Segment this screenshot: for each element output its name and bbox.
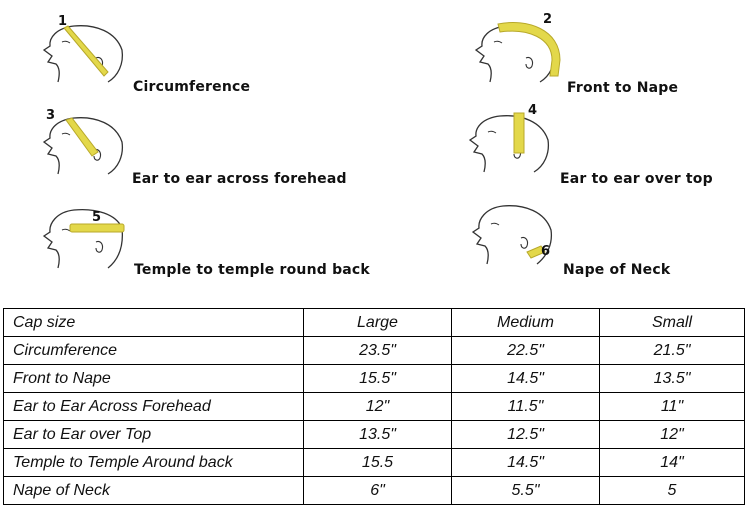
caption-nape-of-neck: Nape of Neck: [563, 262, 671, 278]
table-row: [4, 421, 745, 449]
row-label: Nape of Neck: [4, 477, 304, 505]
cell-small: 12": [600, 421, 745, 449]
header-medium: Medium: [452, 309, 600, 337]
cell-large: 6": [304, 477, 452, 505]
cell-small: 21.5": [600, 337, 745, 365]
cell-large: 15.5: [304, 449, 452, 477]
cell-small: 5: [600, 477, 745, 505]
head-illustration-temple-to-temple: [36, 204, 136, 274]
cell-medium: 14.5": [452, 449, 600, 477]
cell-small: 11": [600, 393, 745, 421]
head-profile-icon: [36, 22, 136, 92]
row-label: Ear to Ear over Top: [4, 421, 304, 449]
head-illustration-ear-to-ear-top: [462, 108, 562, 180]
table-header-row: [4, 309, 745, 337]
measurement-number-4: 4: [528, 103, 538, 118]
row-label: Circumference: [4, 337, 304, 365]
table-row: [4, 393, 745, 421]
caption-ear-to-ear-over-top: Ear to ear over top: [560, 171, 713, 187]
caption-front-to-nape: Front to Nape: [567, 80, 679, 96]
header-cap-size: Cap size: [4, 309, 304, 337]
cell-large: 13.5": [304, 421, 452, 449]
header-large: Large: [304, 309, 452, 337]
cell-small: 13.5": [600, 365, 745, 393]
measurement-number-1: 1: [58, 14, 68, 29]
cell-medium: 12.5": [452, 421, 600, 449]
head-illustration-nape-of-neck: [465, 200, 565, 270]
measurement-number-6: 6: [541, 244, 551, 259]
head-illustration-circumference: [36, 22, 136, 92]
measurement-number-5: 5: [92, 210, 102, 225]
head-profile-icon: [465, 200, 565, 270]
cell-medium: 5.5": [452, 477, 600, 505]
header-small: Small: [600, 309, 745, 337]
row-label: Front to Nape: [4, 365, 304, 393]
caption-circumference: Circumference: [133, 79, 251, 95]
cell-medium: 11.5": [452, 393, 600, 421]
head-illustration-front-to-nape: [468, 20, 568, 90]
cap-size-table: [3, 308, 745, 505]
cell-large: 23.5": [304, 337, 452, 365]
table-row: [4, 365, 745, 393]
caption-ear-to-ear-forehead: Ear to ear across forehead: [132, 171, 347, 187]
head-profile-icon: [462, 108, 562, 180]
cell-small: 14": [600, 449, 745, 477]
table-row: [4, 477, 745, 505]
row-label: Ear to Ear Across Forehead: [4, 393, 304, 421]
cell-medium: 14.5": [452, 365, 600, 393]
caption-temple-to-temple: Temple to temple round back: [134, 262, 370, 278]
table-row: [4, 449, 745, 477]
head-profile-icon: [468, 20, 568, 90]
head-profile-icon: [36, 204, 136, 274]
measurement-number-3: 3: [46, 108, 56, 123]
table-row: [4, 337, 745, 365]
row-label: Temple to Temple Around back: [4, 449, 304, 477]
cell-large: 15.5": [304, 365, 452, 393]
cell-large: 12": [304, 393, 452, 421]
measurement-number-2: 2: [543, 12, 553, 27]
cell-medium: 22.5": [452, 337, 600, 365]
